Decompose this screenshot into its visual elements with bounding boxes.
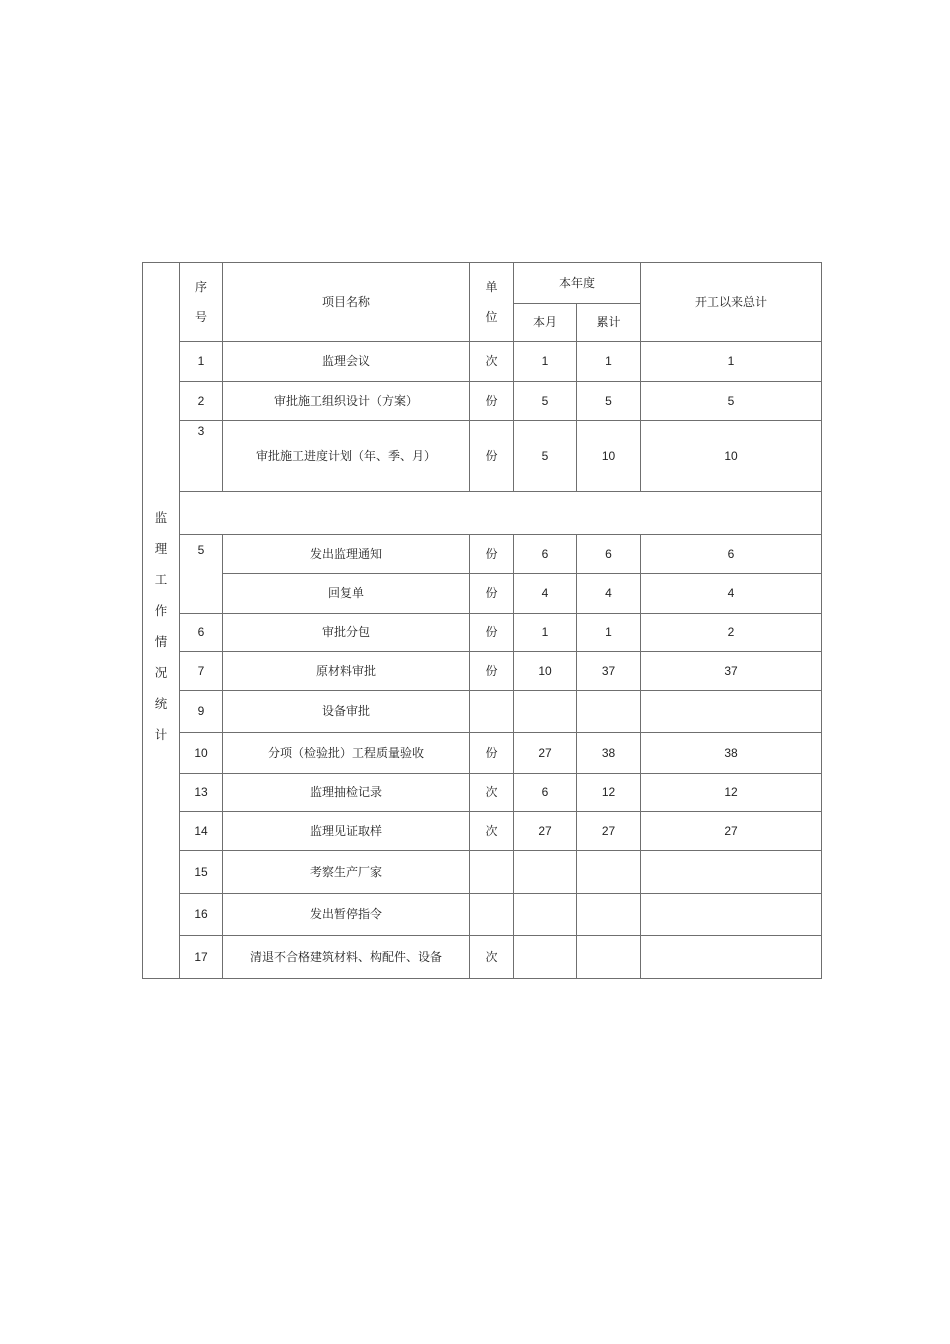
row-cum — [577, 936, 641, 979]
table-row — [143, 851, 822, 894]
row-cum — [577, 691, 641, 733]
row-cum — [577, 851, 641, 894]
row-unit: 份 — [470, 382, 514, 421]
row-month: 6 — [514, 774, 577, 812]
row-cum: 4 — [577, 574, 641, 614]
row-month — [514, 894, 577, 936]
row-month: 1 — [514, 342, 577, 382]
row-seq: 15 — [180, 851, 223, 894]
table-row — [143, 812, 822, 851]
row-cum: 10 — [577, 421, 641, 492]
row-unit: 份 — [470, 652, 514, 691]
row-name: 审批施工组织设计（方案） — [223, 382, 470, 421]
row-month: 27 — [514, 733, 577, 774]
row-total — [641, 936, 822, 979]
row-seq: 9 — [180, 691, 223, 733]
row-cum: 5 — [577, 382, 641, 421]
row-name: 设备审批 — [223, 691, 470, 733]
row-name: 审批施工进度计划（年、季、月） — [223, 421, 470, 492]
row-name: 监理抽检记录 — [223, 774, 470, 812]
row-seq: 1 — [180, 342, 223, 382]
row-cum: 37 — [577, 652, 641, 691]
row-seq: 14 — [180, 812, 223, 851]
header-seq: 序号 — [180, 263, 223, 342]
row-name: 监理见证取样 — [223, 812, 470, 851]
row-total: 1 — [641, 342, 822, 382]
row-total: 38 — [641, 733, 822, 774]
row-seq: 3 — [180, 421, 223, 492]
row-month: 10 — [514, 652, 577, 691]
header-cumulative: 累计 — [577, 304, 641, 342]
row-unit: 份 — [470, 614, 514, 652]
row-name: 原材料审批 — [223, 652, 470, 691]
row-unit: 份 — [470, 574, 514, 614]
table-row — [143, 936, 822, 979]
side-label-cell — [143, 263, 180, 979]
row-name: 回复单 — [223, 574, 470, 614]
row-unit: 份 — [470, 733, 514, 774]
row-seq: 17 — [180, 936, 223, 979]
row-name: 考察生产厂家 — [223, 851, 470, 894]
row-seq: 6 — [180, 614, 223, 652]
side-label: 监理工作情况统计 — [154, 509, 168, 742]
row-name: 清退不合格建筑材料、构配件、设备 — [223, 936, 470, 979]
row-unit: 份 — [470, 535, 514, 574]
row-total — [641, 894, 822, 936]
row-cum: 38 — [577, 733, 641, 774]
row-seq: 7 — [180, 652, 223, 691]
row-total: 4 — [641, 574, 822, 614]
row-cum: 27 — [577, 812, 641, 851]
row-total: 37 — [641, 652, 822, 691]
row-month: 27 — [514, 812, 577, 851]
row-unit: 份 — [470, 421, 514, 492]
table-row-blank — [143, 492, 822, 535]
table-row — [143, 382, 822, 421]
row-cum: 1 — [577, 342, 641, 382]
row-unit: 次 — [470, 812, 514, 851]
table-row — [143, 774, 822, 812]
row-cum: 1 — [577, 614, 641, 652]
row-unit: 次 — [470, 774, 514, 812]
row-month: 6 — [514, 535, 577, 574]
row-month — [514, 936, 577, 979]
table-row — [143, 342, 822, 382]
row-unit: 次 — [470, 936, 514, 979]
row-seq: 10 — [180, 733, 223, 774]
row-total: 10 — [641, 421, 822, 492]
row-month: 4 — [514, 574, 577, 614]
table-row — [143, 894, 822, 936]
row-total — [641, 691, 822, 733]
row-cum — [577, 894, 641, 936]
header-year: 本年度 — [514, 263, 641, 304]
row-total: 27 — [641, 812, 822, 851]
row-unit — [470, 894, 514, 936]
row-month — [514, 691, 577, 733]
row-unit — [470, 691, 514, 733]
table-row — [143, 691, 822, 733]
row-name: 发出暂停指令 — [223, 894, 470, 936]
table-row — [143, 733, 822, 774]
row-cum: 12 — [577, 774, 641, 812]
work-statistics-table — [142, 262, 822, 979]
row-name: 监理会议 — [223, 342, 470, 382]
row-total: 12 — [641, 774, 822, 812]
row-seq: 5 — [180, 535, 223, 614]
row-name: 分项（检验批）工程质量验收 — [223, 733, 470, 774]
header-unit: 单位 — [470, 263, 514, 342]
table-row — [143, 652, 822, 691]
row-unit: 次 — [470, 342, 514, 382]
row-unit — [470, 851, 514, 894]
header-month: 本月 — [514, 304, 577, 342]
row-month: 5 — [514, 382, 577, 421]
row-seq: 2 — [180, 382, 223, 421]
table-row — [143, 574, 822, 614]
row-month: 1 — [514, 614, 577, 652]
row-total: 2 — [641, 614, 822, 652]
table-row — [143, 535, 822, 574]
row-cum: 6 — [577, 535, 641, 574]
table-row — [143, 421, 822, 492]
row-month: 5 — [514, 421, 577, 492]
header-name: 项目名称 — [223, 263, 470, 342]
blank-cell — [180, 492, 822, 535]
row-seq: 13 — [180, 774, 223, 812]
row-month — [514, 851, 577, 894]
row-total: 5 — [641, 382, 822, 421]
header-total: 开工以来总计 — [641, 263, 822, 342]
row-total: 6 — [641, 535, 822, 574]
row-total — [641, 851, 822, 894]
row-name: 审批分包 — [223, 614, 470, 652]
table-row — [143, 614, 822, 652]
row-name: 发出监理通知 — [223, 535, 470, 574]
row-seq: 16 — [180, 894, 223, 936]
